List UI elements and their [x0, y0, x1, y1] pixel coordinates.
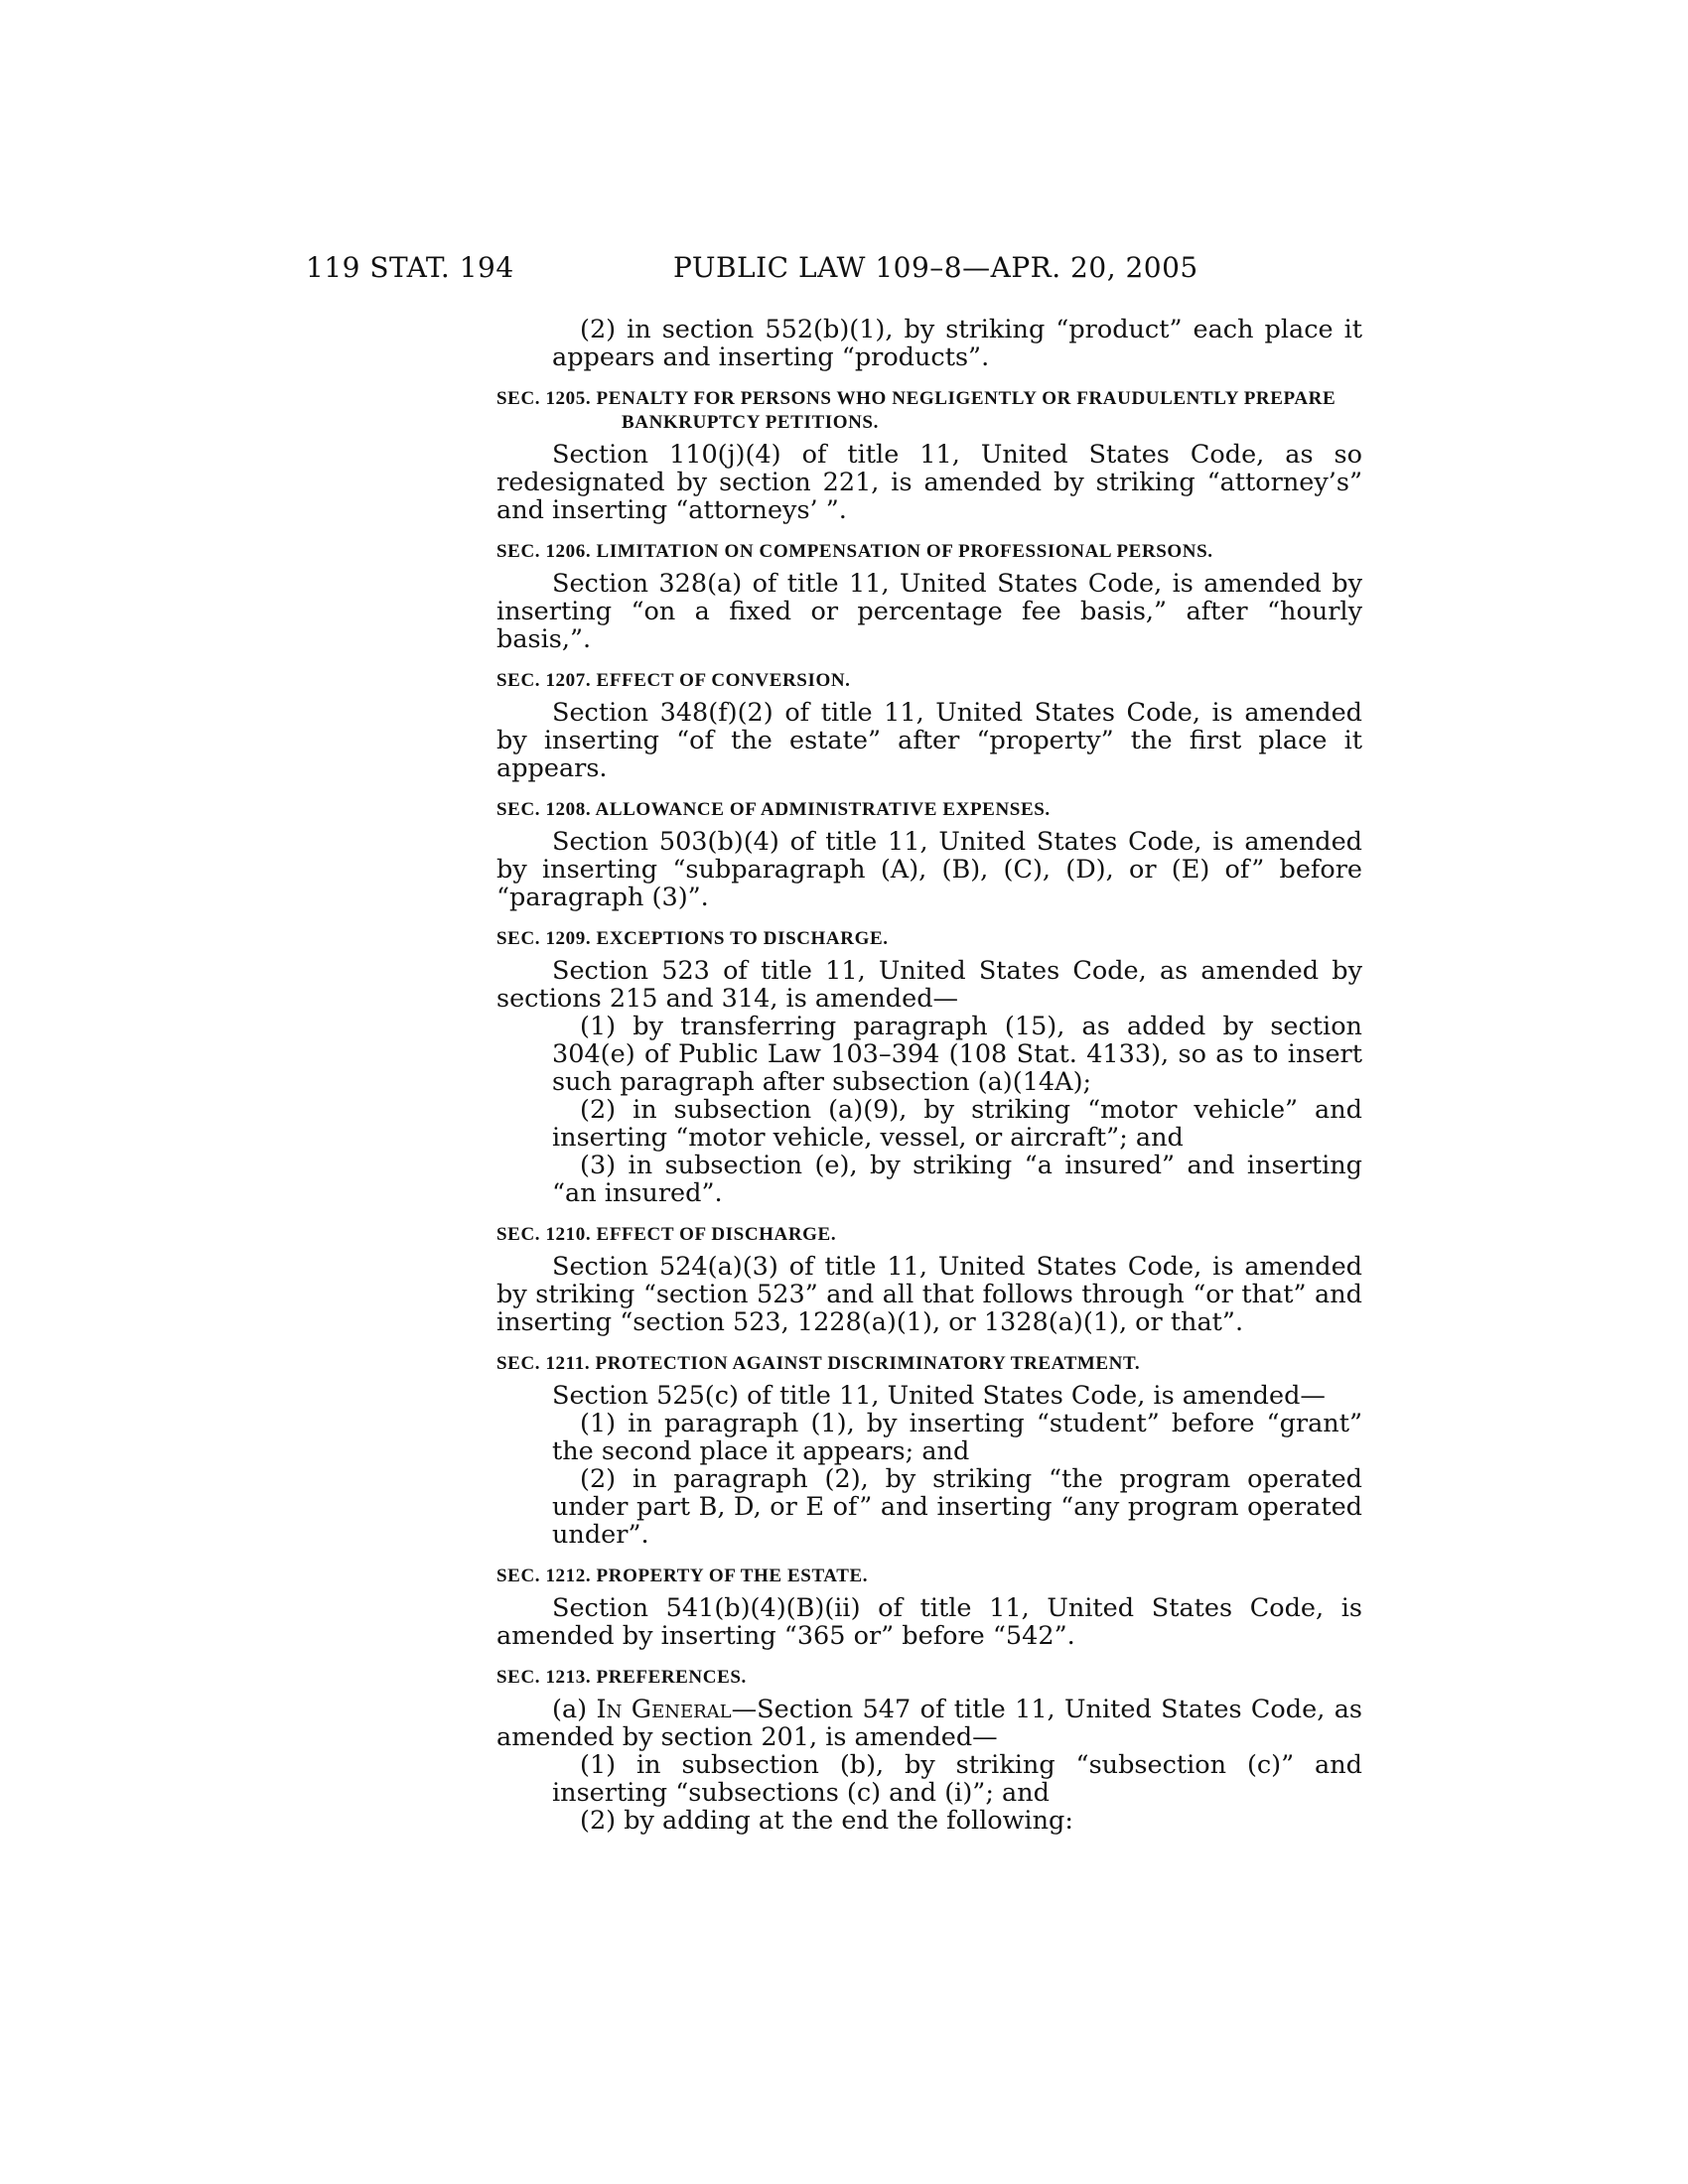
section-heading-1205: SEC. 1205. PENALTY FOR PERSONS WHO NEGLIGENTLY OR FRAUDULENTLY PREPARE BANKRUPTCY PETITIONS. [496, 388, 1336, 433]
section-heading-1212: SEC. 1212. PROPERTY OF THE ESTATE. [496, 1566, 869, 1586]
paragraph: (2) in section 552(b)(1), by striking “product” each place it appears and inserting “products”. [552, 315, 1362, 372]
section-heading-1211: SEC. 1211. PROTECTION AGAINST DISCRIMINATORY TREATMENT. [496, 1353, 1141, 1374]
list-item: (3) in subsection (e), by striking “a insured” and inserting “an insured”. [552, 1151, 1362, 1208]
list-item: (1) in paragraph (1), by inserting “student” before “grant” the second place it appears; and [552, 1409, 1362, 1466]
page-body [496, 316, 1362, 1835]
subsection-label: (a) [552, 1695, 588, 1724]
law-title-date: PUBLIC LAW 109–8—APR. 20, 2005 [673, 251, 1198, 284]
section-text-1212: Section 541(b)(4)(B)(ii) of title 11, United States Code, is amended by inserting “365 or” before “542”. [496, 1593, 1362, 1651]
list-item: (1) by transferring paragraph (15), as added by section 304(e) of Public Law 103–394 (108 Stat. 4133), so as to insert such paragraph after subsection (a)(14A); [552, 1012, 1362, 1097]
section-heading-1207: SEC. 1207. EFFECT OF CONVERSION. [496, 670, 851, 691]
subsection-caption: In General [596, 1695, 732, 1724]
subsection-text: —Section 547 of title 11, United States Code, as amended by section 201, is amended— [496, 1695, 1362, 1752]
list-item: (2) in paragraph (2), by striking “the program operated under part B, D, or E of” and inserting “any program operated under”. [552, 1464, 1362, 1550]
statute-page-reference: 119 STAT. 194 [306, 251, 514, 284]
section-text-1205: Section 110(j)(4) of title 11, United States Code, as so redesignated by section 221, is amended by striking “attorney’s” and inserting “attorneys’ ”. [496, 440, 1362, 525]
section-heading-1206: SEC. 1206. LIMITATION ON COMPENSATION OF PROFESSIONAL PERSONS. [496, 541, 1213, 562]
section-text-1207: Section 348(f)(2) of title 11, United States Code, is amended by inserting “of the estate” after “property” the first place it appears. [496, 698, 1362, 783]
section-heading-1210: SEC. 1210. EFFECT OF DISCHARGE. [496, 1224, 837, 1245]
section-heading-1209: SEC. 1209. EXCEPTIONS TO DISCHARGE. [496, 928, 889, 949]
section-text-1213 [496, 1696, 1362, 1751]
list-item: (2) in subsection (a)(9), by striking “motor vehicle” and inserting “motor vehicle, vessel, or aircraft”; and [552, 1095, 1362, 1153]
section-text-1206: Section 328(a) of title 11, United States Code, is amended by inserting “on a fixed or percentage fee basis,” after “hourly basis,”. [496, 569, 1362, 654]
section-text-1209: Section 523 of title 11, United States Code, as amended by sections 215 and 314, is amended— [496, 956, 1362, 1014]
list-item: (2) by adding at the end the following: [580, 1806, 1073, 1836]
section-text-1208: Section 503(b)(4) of title 11, United States Code, is amended by inserting “subparagraph (A), (B), (C), (D), or (E) of” before “paragraph (3)”. [496, 827, 1362, 912]
section-heading-1208: SEC. 1208. ALLOWANCE OF ADMINISTRATIVE EXPENSES. [496, 799, 1051, 820]
section-heading-1213: SEC. 1213. PREFERENCES. [496, 1667, 747, 1688]
section-text-1211: Section 525(c) of title 11, United States Code, is amended— [552, 1381, 1326, 1411]
list-item: (1) in subsection (b), by striking “subsection (c)” and inserting “subsections (c) and (i)”; and [552, 1750, 1362, 1808]
section-text-1210: Section 524(a)(3) of title 11, United States Code, is amended by striking “section 523” and all that follows through “or that” and inserting “section 523, 1228(a)(1), or 1328(a)(1), or that”. [496, 1252, 1362, 1337]
running-head [0, 251, 1688, 291]
